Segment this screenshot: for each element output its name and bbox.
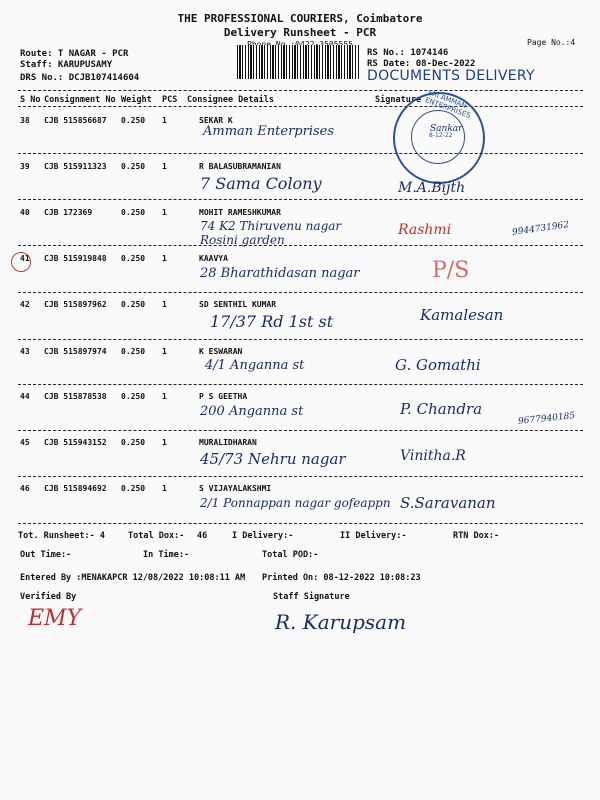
row-39-consignee: R BALASUBRAMANIAN — [199, 162, 281, 171]
col-consignee: Consignee Details — [187, 95, 274, 105]
row-42-divider — [18, 339, 583, 340]
drs-number: DRS No.: DCJB107414604 — [20, 73, 140, 83]
row-39-address: 7 Sama Colony — [200, 174, 322, 193]
row-39-weight: 0.250 — [121, 162, 146, 171]
row-43-pcs: 1 — [162, 347, 167, 356]
col-consignment: Consignment No — [44, 95, 116, 105]
row-46-sno: 46 — [20, 484, 30, 493]
in-time: In Time:- — [143, 550, 190, 560]
row-44-signature: P. Chandra — [400, 400, 483, 418]
row-42-sno: 42 — [20, 300, 30, 309]
runsheet-title: Delivery Runsheet - PCR — [223, 26, 377, 39]
row-40-weight: 0.250 — [121, 208, 146, 217]
row-46-divider — [18, 523, 583, 524]
row-46-signature: S.Saravanan — [400, 494, 496, 512]
row-41-weight: 0.250 — [121, 254, 146, 263]
row-44-weight: 0.250 — [121, 392, 146, 401]
seal-date: 8-12-22 — [429, 132, 453, 139]
row-40-consignee: MOHIT RAMESHKUMAR — [199, 208, 281, 217]
rtn-dox: RTN Dox:- — [453, 531, 500, 541]
header-top-rule — [18, 90, 583, 91]
row-44-sno: 44 — [20, 392, 30, 401]
row-43-sno: 43 — [20, 347, 30, 356]
row-41-address: 28 Bharathidasan nagar — [200, 266, 360, 281]
row-44-consignee: P S GEETHA — [199, 392, 248, 401]
seal-initials: Sankar — [430, 124, 463, 134]
row-45-pcs: 1 — [162, 438, 167, 447]
row-43-address: 4/1 Anganna st — [205, 358, 305, 373]
row-40-divider — [18, 245, 583, 246]
col-sno: S No — [20, 95, 41, 105]
rs-number: RS No.: 1074146 — [367, 48, 449, 58]
row-44-pcs: 1 — [162, 392, 167, 401]
staff-signature-scribble: R. Karupsam — [275, 610, 407, 634]
staff-signature-label: Staff Signature — [273, 592, 350, 602]
row-40-consignment: CJB 172369 — [44, 208, 93, 217]
row-40-sno: 40 — [20, 208, 30, 217]
row-41-divider — [18, 292, 583, 293]
company-seal — [393, 88, 485, 184]
verified-by-scribble: EMY — [28, 606, 82, 631]
row-41-pcs: 1 — [162, 254, 167, 263]
row-42-weight: 0.250 — [121, 300, 146, 309]
row-45-consignment: CJB 515943152 — [44, 438, 107, 447]
row-39-pcs: 1 — [162, 162, 167, 171]
row-40-address: 74 K2 Thiruvenu nagar Rosini garden — [200, 219, 342, 247]
route: Route: T NAGAR - PCR — [20, 49, 129, 59]
row-46-consignment: CJB 515894692 — [44, 484, 107, 493]
row-45-weight: 0.250 — [121, 438, 146, 447]
row-45-consignee: MURALIDHARAN — [199, 438, 257, 447]
row-41-signature: P/S — [432, 258, 470, 283]
row-46-weight: 0.250 — [121, 484, 146, 493]
row-38-consignment: CJB 515856687 — [44, 116, 107, 125]
entered-by: Entered By :MENAKAPCR 12/08/2022 10:08:11 AM — [20, 573, 246, 583]
total-pod: Total POD:- — [262, 550, 319, 560]
out-time: Out Time:- — [20, 550, 72, 560]
row-42-pcs: 1 — [162, 300, 167, 309]
row-40-phone: 9944731962 — [511, 220, 570, 238]
header-bottom-rule — [18, 106, 583, 107]
total-dox-label: Total Dox:- — [128, 531, 185, 541]
row-45-divider — [18, 476, 583, 477]
row-44-divider — [18, 430, 583, 431]
row-46-consignee: S VIJAYALAKSHMI — [199, 484, 272, 493]
row-38-sno: 38 — [20, 116, 30, 125]
col-weight: Weight — [121, 95, 152, 105]
row-39-signature: M.A.Bijth — [398, 180, 466, 196]
company-title: THE PROFESSIONAL COURIERS, Coimbatore — [177, 12, 423, 25]
row-39-consignment: CJB 515911323 — [44, 162, 107, 171]
row-44-address: 200 Anganna st — [200, 404, 304, 419]
rs-date: RS Date: 08-Dec-2022 — [367, 59, 476, 69]
ii-delivery: II Delivery:- — [340, 531, 407, 541]
row-40-pcs: 1 — [162, 208, 167, 217]
row-40-signature: Rashmi — [398, 222, 452, 238]
row-45-address: 45/73 Nehru nagar — [200, 450, 346, 468]
row-38-consignee: SEKAR K — [199, 116, 233, 125]
row-38-weight: 0.250 — [121, 116, 146, 125]
col-signature: Signature — [375, 95, 422, 105]
row-39-divider — [18, 199, 583, 200]
row-46-address: 2/1 Ponnappan nagar gofeappn — [200, 496, 391, 510]
staff: Staff: KARUPUSAMY — [20, 60, 113, 70]
page-number: Page No.:4 — [527, 38, 576, 47]
documents-delivery-stamp: DOCUMENTS DELIVERY — [367, 68, 535, 84]
row-43-signature: G. Gomathi — [395, 356, 481, 374]
row-43-divider — [18, 384, 583, 385]
total-dox-value: 46 — [197, 531, 208, 541]
row-45-signature: Vinitha.R — [400, 448, 466, 464]
row-44-consignment: CJB 515878538 — [44, 392, 107, 401]
seal-arc-text: SRI AMMAN ENTERPRISES — [424, 88, 472, 120]
tot-runsheet: Tot. Runsheet:- 4 — [18, 531, 105, 541]
row-42-signature: Kamalesan — [420, 306, 504, 324]
row-42-consignee: SD SENTHIL KUMAR — [199, 300, 277, 309]
seal-text — [395, 88, 483, 182]
row-42-address: 17/37 Rd 1st st — [210, 312, 334, 331]
row-39-sno: 39 — [20, 162, 30, 171]
row-43-consignment: CJB 515897974 — [44, 347, 107, 356]
row-41-consignee: KAAVYA — [199, 254, 228, 263]
col-pcs: PCS — [162, 95, 178, 105]
row-46-pcs: 1 — [162, 484, 167, 493]
printed-on: Printed On: 08-12-2022 10:08:23 — [262, 573, 421, 583]
row-38-address: Amman Enterprises — [203, 124, 335, 139]
row-42-consignment: CJB 515897962 — [44, 300, 107, 309]
row-43-weight: 0.250 — [121, 347, 146, 356]
row-38-divider — [18, 153, 583, 154]
row-41-consignment: CJB 515919848 — [44, 254, 107, 263]
row-44-phone: 9677940185 — [517, 411, 576, 427]
i-delivery: I Delivery:- — [232, 531, 294, 541]
barcode — [237, 45, 359, 79]
row-45-sno: 45 — [20, 438, 30, 447]
row-43-consignee: K ESWARAN — [199, 347, 243, 356]
row-41-sno: 41 — [20, 254, 30, 263]
verified-by-label: Verified By — [20, 592, 77, 602]
row-38-pcs: 1 — [162, 116, 167, 125]
